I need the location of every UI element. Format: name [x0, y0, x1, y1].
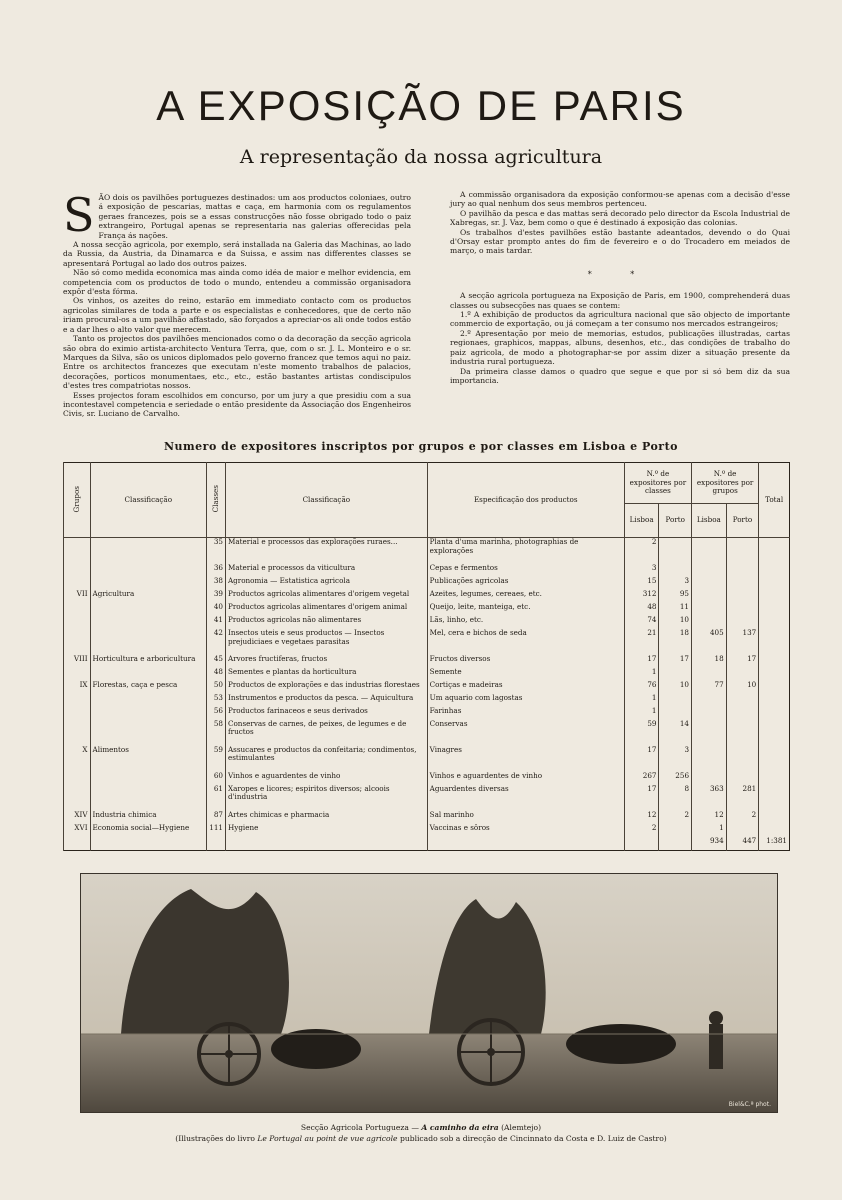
cell-classificacao-2: Agronomia — Estatistica agricola: [225, 577, 427, 590]
article-paragraph: Da primeira classe damos o quadro que segue e que por si só bem diz da sua importancia.: [450, 366, 790, 385]
cell-classe: 45: [207, 655, 226, 668]
caption-line-1: Secção Agricola Portugueza — A caminho da eira (Alemtejo): [300, 1123, 542, 1132]
col-header-classes: Classes: [207, 463, 226, 538]
article-paragraph: Tanto os projectos dos pavilhões mencionados como o da decoração da secção agricola são obra do eximio artista-architecto Ventura Terra, que, com o sr. J. L. Monteiro e o sr. Marques da Silva, são os unicos diplomados pelo governo francez que temos aqui no paiz. Entre os architectos francezes que executam n'este momento trabalhos de palacios, decorações, porticos monumentaes, etc., etc., estão bastantes artistas condiscipulos d'estes tres compatriotas nossos.: [63, 334, 411, 391]
cell-classificacao-2: Assucares e productos da confeitaria; condimentos, estimulantes: [225, 746, 427, 772]
cell-especificacao: Conservas: [427, 720, 624, 746]
table-row: [64, 694, 790, 707]
cell-classificacao: [90, 707, 206, 720]
photo-credit: Biel&C.ª phot.: [728, 1101, 771, 1108]
cell-classificacao: [90, 538, 206, 565]
cell-classificacao: [90, 694, 206, 707]
cell-total: [759, 538, 790, 565]
cell-total: [759, 707, 790, 720]
cell-classe: 50: [207, 681, 226, 694]
cell-porto: 3: [659, 746, 692, 772]
col-header-porto-grupos: Porto: [726, 503, 759, 537]
table-row: [64, 564, 790, 577]
cell-lisboa: 59: [624, 720, 659, 746]
cell-classificacao-2: Xaropes e licores; espiritos diversos; alcoois d'industria: [225, 785, 427, 811]
cell-total: [759, 720, 790, 746]
article-paragraph: O pavilhão da pesca e das mattas será decorado pelo director da Escola Industrial de Xabregas, sr. J. Vaz, bem como o que é destinado á exposição das colonias.: [450, 208, 790, 228]
cell-classificacao: Alimentos: [90, 746, 206, 772]
cell-classe: 53: [207, 694, 226, 707]
cell-classificacao-2: Productos agricolas não alimentares: [225, 616, 427, 629]
cell-classificacao-2: Productos agricolas alimentares d'origem animal: [225, 603, 427, 616]
cell-classificacao: [90, 837, 206, 851]
cell-grupo-porto: 447: [726, 837, 759, 851]
cell-grupo: [64, 837, 91, 851]
table-row: [64, 785, 790, 811]
cell-classificacao: [90, 668, 206, 681]
cell-lisboa: 2: [624, 824, 659, 837]
cell-grupo: VIII: [64, 655, 91, 668]
cell-grupo-lisboa: 934: [692, 837, 727, 851]
cell-classe: 36: [207, 564, 226, 577]
cell-total: [759, 616, 790, 629]
article-paragraph: Os vinhos, os azeites do reino, estarão em immediato contacto com os productos agricolas similares de toda a parte e os especialistas e conhecedores, que de certo não iriam procural-os a um pavilhão affastado, são forçados a apreciar-os ali onde todos estão e a dar lhes o alto valor que merecem.: [63, 296, 411, 334]
cell-grupo: [64, 616, 91, 629]
cell-classificacao-2: Vinhos e aguardentes de vinho: [225, 772, 427, 785]
cell-lisboa: 1: [624, 707, 659, 720]
cell-grupo-lisboa: [692, 694, 727, 707]
cell-grupo-porto: [726, 590, 759, 603]
table-row: [64, 772, 790, 785]
cell-porto: 18: [659, 629, 692, 655]
cell-lisboa: 17: [624, 655, 659, 668]
cell-classificacao-2: Conservas de carnes, de peixes, de legumes e de fructos: [225, 720, 427, 746]
cell-classificacao-2: Artes chimicas e pharmacia: [225, 811, 427, 824]
cell-porto: [659, 824, 692, 837]
figure-caption: [0, 1122, 842, 1144]
cell-grupo-porto: [726, 772, 759, 785]
col-header-grupos: Grupos: [64, 463, 91, 538]
cell-lisboa: [624, 837, 659, 851]
cell-grupo-lisboa: 363: [692, 785, 727, 811]
cell-especificacao: Um aquario com lagostas: [427, 694, 624, 707]
cell-especificacao: Planta d'uma marinha, photographias de explorações: [427, 538, 624, 565]
cell-especificacao: Vinhos e aguardentes de vinho: [427, 772, 624, 785]
article-paragraph: 2.º Apresentação por meio de memorias, estudos, publicações illustradas, cartas regionaes, graphicos, mappas, albuns, desenhos, etc., das condições de trabalho do paiz agricola, de modo a photographar-se por assim dizer a situação presente da industria rural portugueza.: [450, 328, 790, 367]
cell-porto: 2: [659, 811, 692, 824]
cell-especificacao: Queijo, leite, manteiga, etc.: [427, 603, 624, 616]
oxen-right: [566, 1024, 676, 1064]
cell-grupo-lisboa: [692, 746, 727, 772]
cell-classe: 56: [207, 707, 226, 720]
caption-line-2: (Illustrações do livro Le Portugal au point de vue agricole publicado sob a direcção de Cincinnato da Costa e D. Luiz de Castro): [175, 1134, 667, 1143]
cell-grupo: [64, 668, 91, 681]
cell-especificacao: Vaccinas e sôros: [427, 824, 624, 837]
cell-classificacao: [90, 720, 206, 746]
article-paragraph: A nossa secção agricola, por exemplo, será installada na Galeria das Machinas, ao lado da Russia, da Austria, da Dinamarca e da Suissa, e assim nas differentes classes se apresentará Portugal ao lado dos outros paizes.: [63, 240, 411, 268]
cell-grupo-porto: 10: [726, 681, 759, 694]
cell-grupo-lisboa: 18: [692, 655, 727, 668]
cell-porto: [659, 538, 692, 565]
cell-total: [759, 655, 790, 668]
col-header-por-grupos: N.º de expositores por grupos: [692, 463, 759, 504]
table-row: [64, 681, 790, 694]
cell-total: [759, 629, 790, 655]
cell-classe: 39: [207, 590, 226, 603]
table-body: [64, 538, 790, 851]
cell-classe: 87: [207, 811, 226, 824]
cell-classe: [207, 837, 226, 851]
cell-especificacao: Semente: [427, 668, 624, 681]
table-row: [64, 824, 790, 837]
exhibitors-table: [63, 462, 790, 851]
cell-classe: 59: [207, 746, 226, 772]
cell-classificacao-2: Material e processos das explorações ruraes...: [225, 538, 427, 565]
cell-especificacao: Lãs, linho, etc.: [427, 616, 624, 629]
farmer-figure: [709, 1024, 723, 1069]
cell-grupo: [64, 772, 91, 785]
cell-porto: 8: [659, 785, 692, 811]
cell-grupo-lisboa: [692, 707, 727, 720]
cell-grupo: VII: [64, 590, 91, 603]
cell-lisboa: 2: [624, 538, 659, 565]
cell-porto: 256: [659, 772, 692, 785]
table-row: [64, 668, 790, 681]
cell-classificacao: Economia social—Hygiene: [90, 824, 206, 837]
cell-grupo-porto: [726, 538, 759, 565]
cell-classe: 35: [207, 538, 226, 565]
cell-especificacao: Fructos diversos: [427, 655, 624, 668]
page-title: A EXPOSIÇÃO DE PARIS: [156, 82, 686, 129]
cell-porto: [659, 668, 692, 681]
cell-grupo: X: [64, 746, 91, 772]
cell-grupo-lisboa: 405: [692, 629, 727, 655]
cell-classificacao: [90, 785, 206, 811]
ox-cart-illustration: [81, 874, 777, 1112]
col-header-especificacao: Especificação dos productos: [427, 463, 624, 538]
drop-cap: S: [63, 188, 95, 242]
cell-classificacao-2: Productos agricolas alimentares d'origem vegetal: [225, 590, 427, 603]
article-paragraph: Esses projectos foram escolhidos em concurso, por um jury a que presidiu com a sua incontestavel competencia e seriedade o então presidente da Associação dos Engenheiros Civis, sr. Luciano de Carvalho.: [63, 390, 411, 419]
cell-grupo-lisboa: [692, 538, 727, 565]
cell-grupo-porto: 17: [726, 655, 759, 668]
article-paragraph: A commissão organisadora da exposição conformou-se apenas com a decisão d'esse jury ao qual nenhum dos seus membros pertenceu.: [450, 190, 790, 209]
table-row: [64, 811, 790, 824]
cell-classe: 41: [207, 616, 226, 629]
cell-grupo-porto: [726, 720, 759, 746]
cell-grupo-porto: [726, 564, 759, 577]
cell-classificacao-2: Sementes e plantas da horticultura: [225, 668, 427, 681]
cell-classificacao: [90, 772, 206, 785]
cell-lisboa: 3: [624, 564, 659, 577]
table-title: Numero de expositores inscriptos por grupos e por classes em Lisboa e Porto: [163, 440, 679, 453]
article-right-column: [450, 190, 790, 385]
cell-grupo-lisboa: [692, 590, 727, 603]
cell-grupo: [64, 629, 91, 655]
cell-total: 1:381: [759, 837, 790, 851]
cell-grupo: [64, 707, 91, 720]
cell-total: [759, 824, 790, 837]
cell-grupo-porto: [726, 603, 759, 616]
cell-grupo-lisboa: 77: [692, 681, 727, 694]
cell-grupo-porto: [726, 577, 759, 590]
cell-porto: 10: [659, 681, 692, 694]
cell-porto: 17: [659, 655, 692, 668]
cell-grupo-porto: 137: [726, 629, 759, 655]
cell-classificacao: Florestas, caça e pesca: [90, 681, 206, 694]
article-left-column: [63, 188, 411, 419]
cell-classe: 42: [207, 629, 226, 655]
article-paragraph: SÃO dois os pavilhões portuguezes destinados: um aos productos coloniaes, outro á exposição de pescarias, mattas e caça, em harmonia com os regulamentos geraes francezes, pois se a essas construcções não fosse obrigado todo o paiz extrangeiro, Portugal apenas se representaria nas galerias offerecidas pela França ás nações.: [63, 188, 411, 242]
cell-grupo: [64, 564, 91, 577]
cell-grupo-lisboa: [692, 668, 727, 681]
cell-classificacao: [90, 629, 206, 655]
cell-classe: 58: [207, 720, 226, 746]
cell-porto: 3: [659, 577, 692, 590]
cell-classificacao-2: Insectos uteis e seus productos — Insectos prejudiciaes e vegetaes parasitas: [225, 629, 427, 655]
cell-grupo-porto: 281: [726, 785, 759, 811]
cell-classe: 48: [207, 668, 226, 681]
cell-total: [759, 694, 790, 707]
cell-grupo: XIV: [64, 811, 91, 824]
cell-classificacao-2: [225, 837, 427, 851]
cell-classificacao: [90, 603, 206, 616]
cell-classificacao: [90, 616, 206, 629]
cell-total: [759, 785, 790, 811]
cell-porto: 10: [659, 616, 692, 629]
cell-especificacao: Mel, cera e bichos de seda: [427, 629, 624, 655]
cell-grupo-lisboa: [692, 603, 727, 616]
cell-lisboa: 48: [624, 603, 659, 616]
cell-classificacao-2: Hygiene: [225, 824, 427, 837]
cell-total: [759, 590, 790, 603]
cell-classe: 60: [207, 772, 226, 785]
cell-lisboa: 17: [624, 785, 659, 811]
cell-classificacao: [90, 564, 206, 577]
cell-porto: [659, 837, 692, 851]
table-row: [64, 655, 790, 668]
article-paragraph: Os trabalhos d'estes pavilhões estão bastante adeantados, devendo o do Quai d'Orsay estar prompto antes do fim de fevereiro e o do Trocadero em meiados de março, o mais tardar.: [450, 227, 790, 256]
cell-lisboa: 312: [624, 590, 659, 603]
cell-porto: 11: [659, 603, 692, 616]
cell-especificacao: Cortiças e madeiras: [427, 681, 624, 694]
cell-grupo: XVI: [64, 824, 91, 837]
cell-especificacao: [427, 837, 624, 851]
cell-grupo-lisboa: [692, 577, 727, 590]
cell-classificacao: Agricultura: [90, 590, 206, 603]
cell-total: [759, 681, 790, 694]
cell-classe: 40: [207, 603, 226, 616]
cell-grupo-lisboa: 1: [692, 824, 727, 837]
cell-classe: 111: [207, 824, 226, 837]
cell-grupo-lisboa: [692, 772, 727, 785]
cell-grupo: [64, 603, 91, 616]
cell-classe: 61: [207, 785, 226, 811]
cell-grupo-porto: 2: [726, 811, 759, 824]
cell-lisboa: 267: [624, 772, 659, 785]
cell-grupo-lisboa: [692, 720, 727, 746]
cell-porto: 14: [659, 720, 692, 746]
table-row: [64, 707, 790, 720]
cell-grupo: [64, 720, 91, 746]
cell-lisboa: 12: [624, 811, 659, 824]
cell-grupo-lisboa: [692, 564, 727, 577]
cell-grupo: [64, 785, 91, 811]
cell-grupo-porto: [726, 668, 759, 681]
cell-porto: 95: [659, 590, 692, 603]
col-header-total: Total: [759, 463, 790, 538]
cell-grupo-porto: [726, 824, 759, 837]
cell-total: [759, 772, 790, 785]
col-header-lisboa: Lisboa: [624, 503, 659, 537]
cell-grupo-porto: [726, 746, 759, 772]
section-separator: * *: [587, 269, 653, 279]
cell-grupo-porto: [726, 707, 759, 720]
cell-porto: [659, 707, 692, 720]
cell-classificacao-2: Productos farinaceos e seus derivados: [225, 707, 427, 720]
oxen-left: [271, 1029, 361, 1069]
cell-total: [759, 564, 790, 577]
article-paragraph: 1.º A exhibição de productos da agricultura nacional que são objecto de importante commercio de exportação, ou já começam a ter consumo nos mercados estrangeiros;: [450, 310, 790, 329]
cell-total: [759, 811, 790, 824]
cell-classificacao-2: Instrumentos e productos da pesca. — Aquicultura: [225, 694, 427, 707]
cell-especificacao: Azeites, legumes, cereaes, etc.: [427, 590, 624, 603]
cell-especificacao: Aguardentes diversas: [427, 785, 624, 811]
cell-especificacao: Farinhas: [427, 707, 624, 720]
cell-lisboa: 1: [624, 668, 659, 681]
col-header-porto: Porto: [659, 503, 692, 537]
cell-total: [759, 746, 790, 772]
table-row: [64, 538, 790, 565]
cell-lisboa: 76: [624, 681, 659, 694]
cell-lisboa: 17: [624, 746, 659, 772]
cell-classificacao: Industria chimica: [90, 811, 206, 824]
cell-lisboa: 1: [624, 694, 659, 707]
photo-ox-carts: [80, 873, 778, 1113]
table-row: [64, 746, 790, 772]
cell-grupo-porto: [726, 694, 759, 707]
cell-classificacao-2: Arvores fructiferas, fructos: [225, 655, 427, 668]
cell-classificacao-2: Material e processos da viticultura: [225, 564, 427, 577]
cell-especificacao: Cepas e fermentos: [427, 564, 624, 577]
cell-classificacao-2: Productos de explorações e das industrias florestaes: [225, 681, 427, 694]
col-header-lisboa-grupos: Lisboa: [692, 503, 727, 537]
article-paragraph: A secção agricola portugueza na Exposição de Paris, em 1900, comprehenderá duas classes ou subsecções nas quaes se contem:: [450, 291, 790, 310]
page-subtitle: A representação da nossa agricultura: [239, 146, 603, 168]
col-header-por-classes: N.º de expositores por classes: [624, 463, 691, 504]
cell-especificacao: Sal marinho: [427, 811, 624, 824]
cell-lisboa: 15: [624, 577, 659, 590]
cell-lisboa: 74: [624, 616, 659, 629]
cell-total: [759, 577, 790, 590]
cell-total: [759, 668, 790, 681]
col-header-classificacao-2: Classificação: [225, 463, 427, 538]
table-row: [64, 720, 790, 746]
cell-grupo: [64, 694, 91, 707]
cell-classe: 38: [207, 577, 226, 590]
table-row: [64, 629, 790, 655]
col-header-classificacao: Classificação: [90, 463, 206, 538]
cell-lisboa: 21: [624, 629, 659, 655]
cell-especificacao: Vinagres: [427, 746, 624, 772]
cell-total: [759, 603, 790, 616]
cell-porto: [659, 694, 692, 707]
table-row: [64, 837, 790, 851]
cell-grupo-lisboa: 12: [692, 811, 727, 824]
cell-grupo: IX: [64, 681, 91, 694]
cell-grupo: [64, 538, 91, 565]
cell-especificacao: Publicações agricolas: [427, 577, 624, 590]
cell-classificacao: Horticultura e arboricultura: [90, 655, 206, 668]
article-paragraph: Não só como medida economica mas ainda como idéa de maior e melhor evidencia, em competencia com os productos de todo o mundo, entendeu a commissão organisadora expôr d'esta fórma.: [63, 268, 411, 297]
